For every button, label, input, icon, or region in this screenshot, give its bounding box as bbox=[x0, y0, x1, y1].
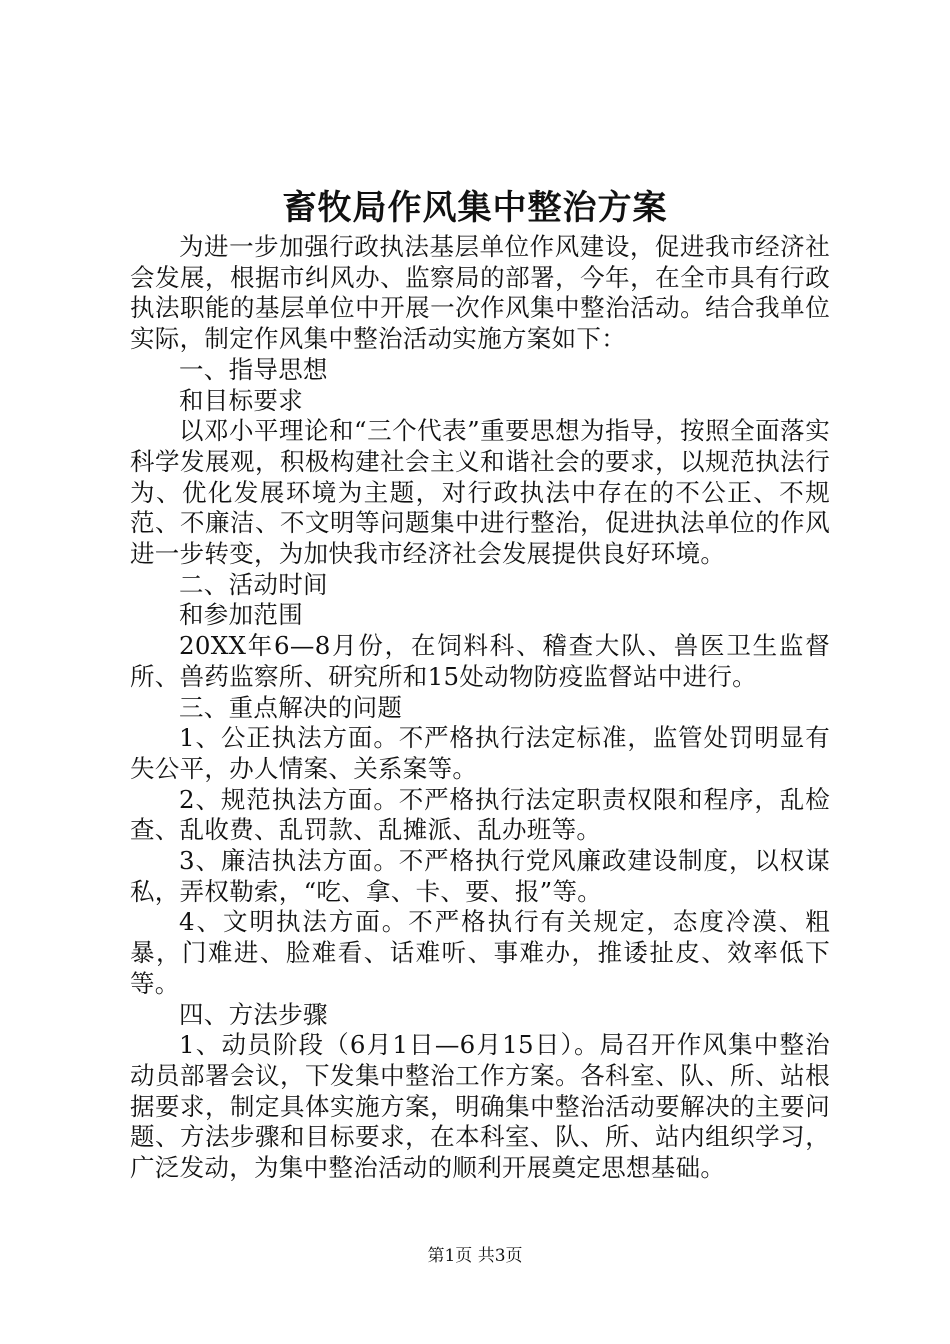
section-heading-scope: 和参加范围 bbox=[179, 600, 303, 630]
problem-item-1: 1、公正执法方面。不严格执行法定标准，监管处罚明显有失公平，办人情案、关系案等。 bbox=[130, 723, 830, 783]
guiding-thought-paragraph: 以邓小平理论和“三个代表”重要思想为指导，按照全面落实科学发展观，积极构建社会主义和谐社会的要求，以规范执法行为、优化发展环境为主题，对行政执法中存在的不公正、不规范、不廉洁、不文明等问题集中进行整治，促进执法单位的作风进一步转变，为加快我市经济社会发展提供良好环境。 bbox=[130, 416, 830, 569]
problem-item-3: 3、廉洁执法方面。不严格执行党风廉政建设制度，以权谋私，弄权勒索，“吃、拿、卡、要、报”等。 bbox=[130, 846, 830, 906]
problem-item-4: 4、文明执法方面。不严格执行有关规定，态度冷漠、粗暴，门难进、脸难看、话难听、事难办，推诿扯皮、效率低下等。 bbox=[130, 907, 830, 998]
section-heading-method-steps: 四、方法步骤 bbox=[179, 999, 328, 1029]
page-footer: 第1页 共3页 bbox=[427, 1246, 523, 1266]
section-heading-goals: 和目标要求 bbox=[179, 385, 303, 415]
problem-item-2: 2、规范执法方面。不严格执行法定职责权限和程序，乱检查、乱收费、乱罚款、乱摊派、乱办班等。 bbox=[130, 784, 830, 845]
intro-paragraph: 为进一步加强行政执法基层单位作风建设，促进我市经济社会发展，根据市纠风办、监察局的部署，今年，在全市具有行政执法职能的基层单位中开展一次作风集中整治活动。结合我单位实际，制定作风集中整治活动实施方案如下： bbox=[130, 232, 830, 354]
step-item-1: 1、动员阶段（6月1日—6月15日）。局召开作风集中整治动员部署会议，下发集中整治工作方案。各科室、队、所、站根据要求，制定具体实施方案，明确集中整治活动要解决的主要问题、方法步骤和目标要求，在本科室、队、所、站内组织学习，广泛发动，为集中整治活动的顺利开展奠定思想基础。 bbox=[130, 1030, 830, 1183]
document-body bbox=[130, 232, 830, 1184]
section-heading-key-problems: 三、重点解决的问题 bbox=[179, 692, 403, 722]
section-heading-guiding-thought: 一、指导思想 bbox=[179, 354, 328, 384]
section-heading-activity-time: 二、活动时间 bbox=[179, 569, 328, 599]
document-title: 畜牧局作风集中整治方案 bbox=[282, 188, 668, 228]
activity-time-paragraph: 20XX年6—8月份，在饲料科、稽查大队、兽医卫生监督所、兽药监察所、研究所和15处动物防疫监督站中进行。 bbox=[130, 631, 830, 691]
